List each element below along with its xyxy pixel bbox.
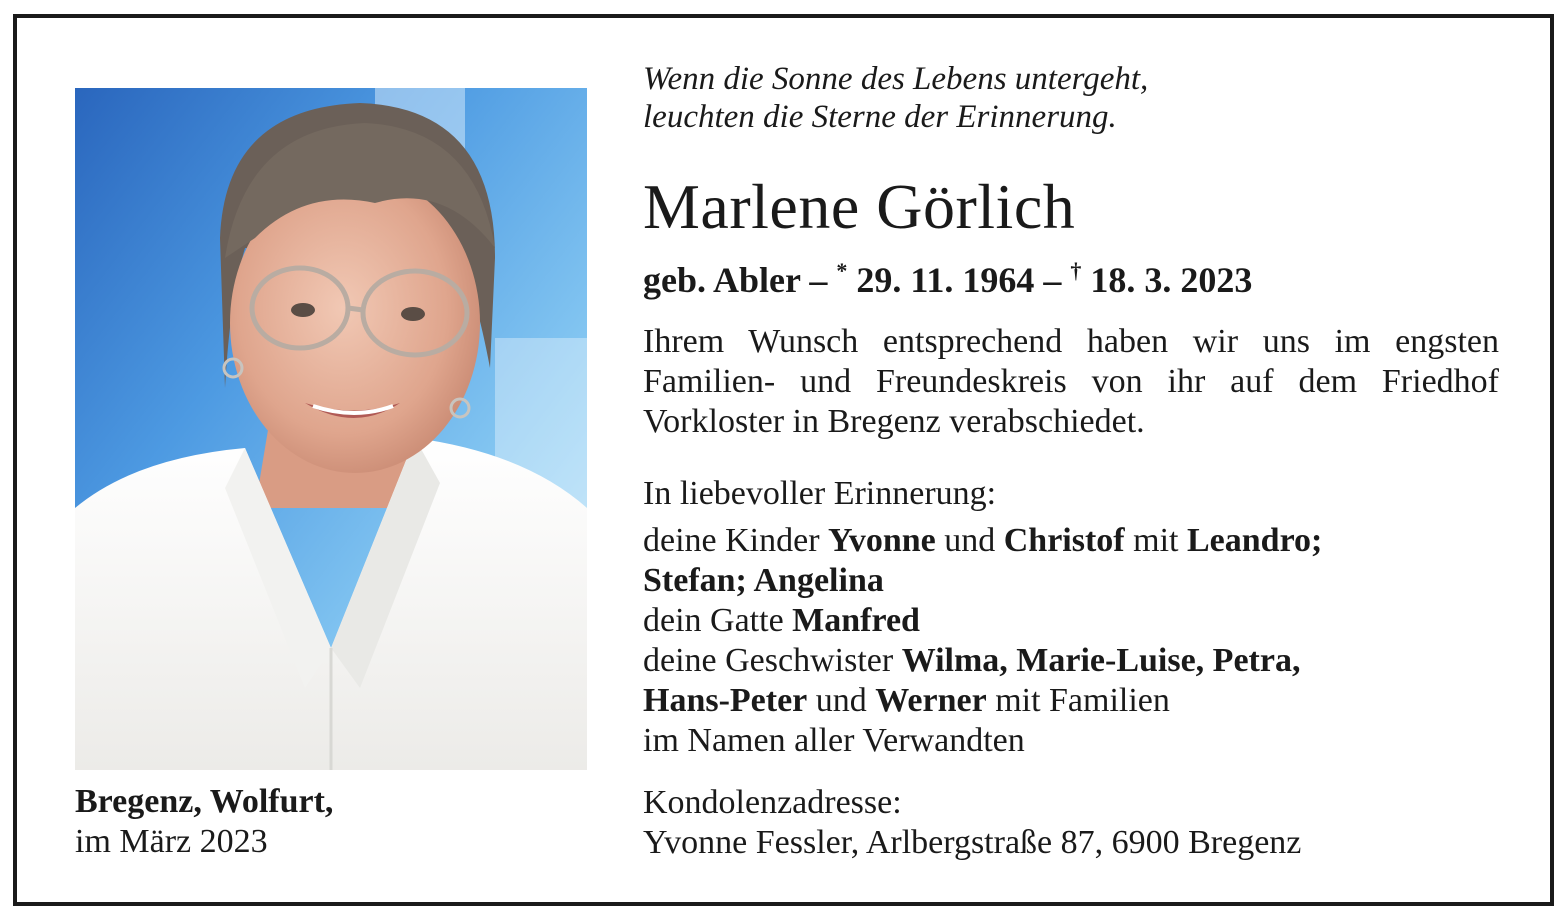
family-line-children	[643, 521, 1322, 561]
with-families: mit Familien	[995, 682, 1170, 719]
date-separator: –	[809, 260, 828, 300]
birth-date: 29. 11. 1964	[856, 260, 1035, 300]
deceased-name: Marlene Görlich	[643, 171, 1076, 242]
family-line-grandchildren	[643, 561, 1322, 601]
grandchild-name: Leandro;	[1186, 522, 1323, 559]
place-towns: Bregenz, Wolfurt,	[75, 783, 334, 820]
family-list	[643, 521, 1322, 761]
conjunction: und	[815, 682, 867, 719]
sibling-names: Wilma, Marie-Luise, Petra,	[901, 642, 1301, 679]
sibling-name: Werner	[875, 682, 987, 719]
condolence-address-block	[643, 783, 1301, 863]
condolence-address: Yvonne Fessler, Arlbergstraße 87, 6900 Bregenz	[643, 824, 1302, 861]
portrait-photo	[75, 88, 587, 770]
family-line-spouse	[643, 601, 1322, 641]
siblings-prefix: deine Geschwister	[643, 642, 894, 679]
motto-line-2: leuchten die Sterne der Erinnerung.	[643, 99, 1117, 135]
spouse-prefix: dein Gatte	[643, 602, 784, 639]
condolence-label: Kondolenzadresse:	[643, 784, 902, 821]
date-separator: –	[1043, 260, 1062, 300]
grandchild-names: Stefan; Angelina	[643, 562, 884, 599]
announcement-text: Ihrem Wunsch entsprechend haben wir uns im engsten Familien- und Freundeskreis von ihr auf dem Friedhof Vorkloster in Bregenz verabschiedet.	[643, 323, 1499, 440]
place-and-date	[75, 782, 333, 862]
family-line-siblings	[643, 641, 1322, 681]
family-line-relatives: im Namen aller Verwandten	[643, 722, 1025, 759]
death-symbol: †	[1070, 258, 1082, 283]
family-line-siblings-2	[643, 681, 1322, 721]
spouse-name: Manfred	[792, 602, 920, 639]
child-name: Yvonne	[828, 522, 936, 559]
conjunction: und	[944, 522, 996, 559]
conjunction: mit	[1133, 522, 1179, 559]
sibling-name: Hans-Peter	[643, 682, 808, 719]
children-prefix: deine Kinder	[643, 522, 820, 559]
life-dates	[643, 250, 1252, 301]
remembrance-intro: In liebevoller Erinnerung:	[643, 475, 997, 512]
death-date: 18. 3. 2023	[1090, 260, 1253, 300]
place-date: im März 2023	[75, 823, 268, 860]
maiden-name: geb. Abler	[643, 260, 801, 300]
child-name: Christof	[1003, 522, 1125, 559]
obituary-card	[13, 14, 1554, 906]
motto-line-1: Wenn die Sonne des Lebens untergeht,	[643, 61, 1149, 97]
motto-quote	[643, 60, 1148, 136]
birth-symbol: *	[836, 258, 848, 283]
